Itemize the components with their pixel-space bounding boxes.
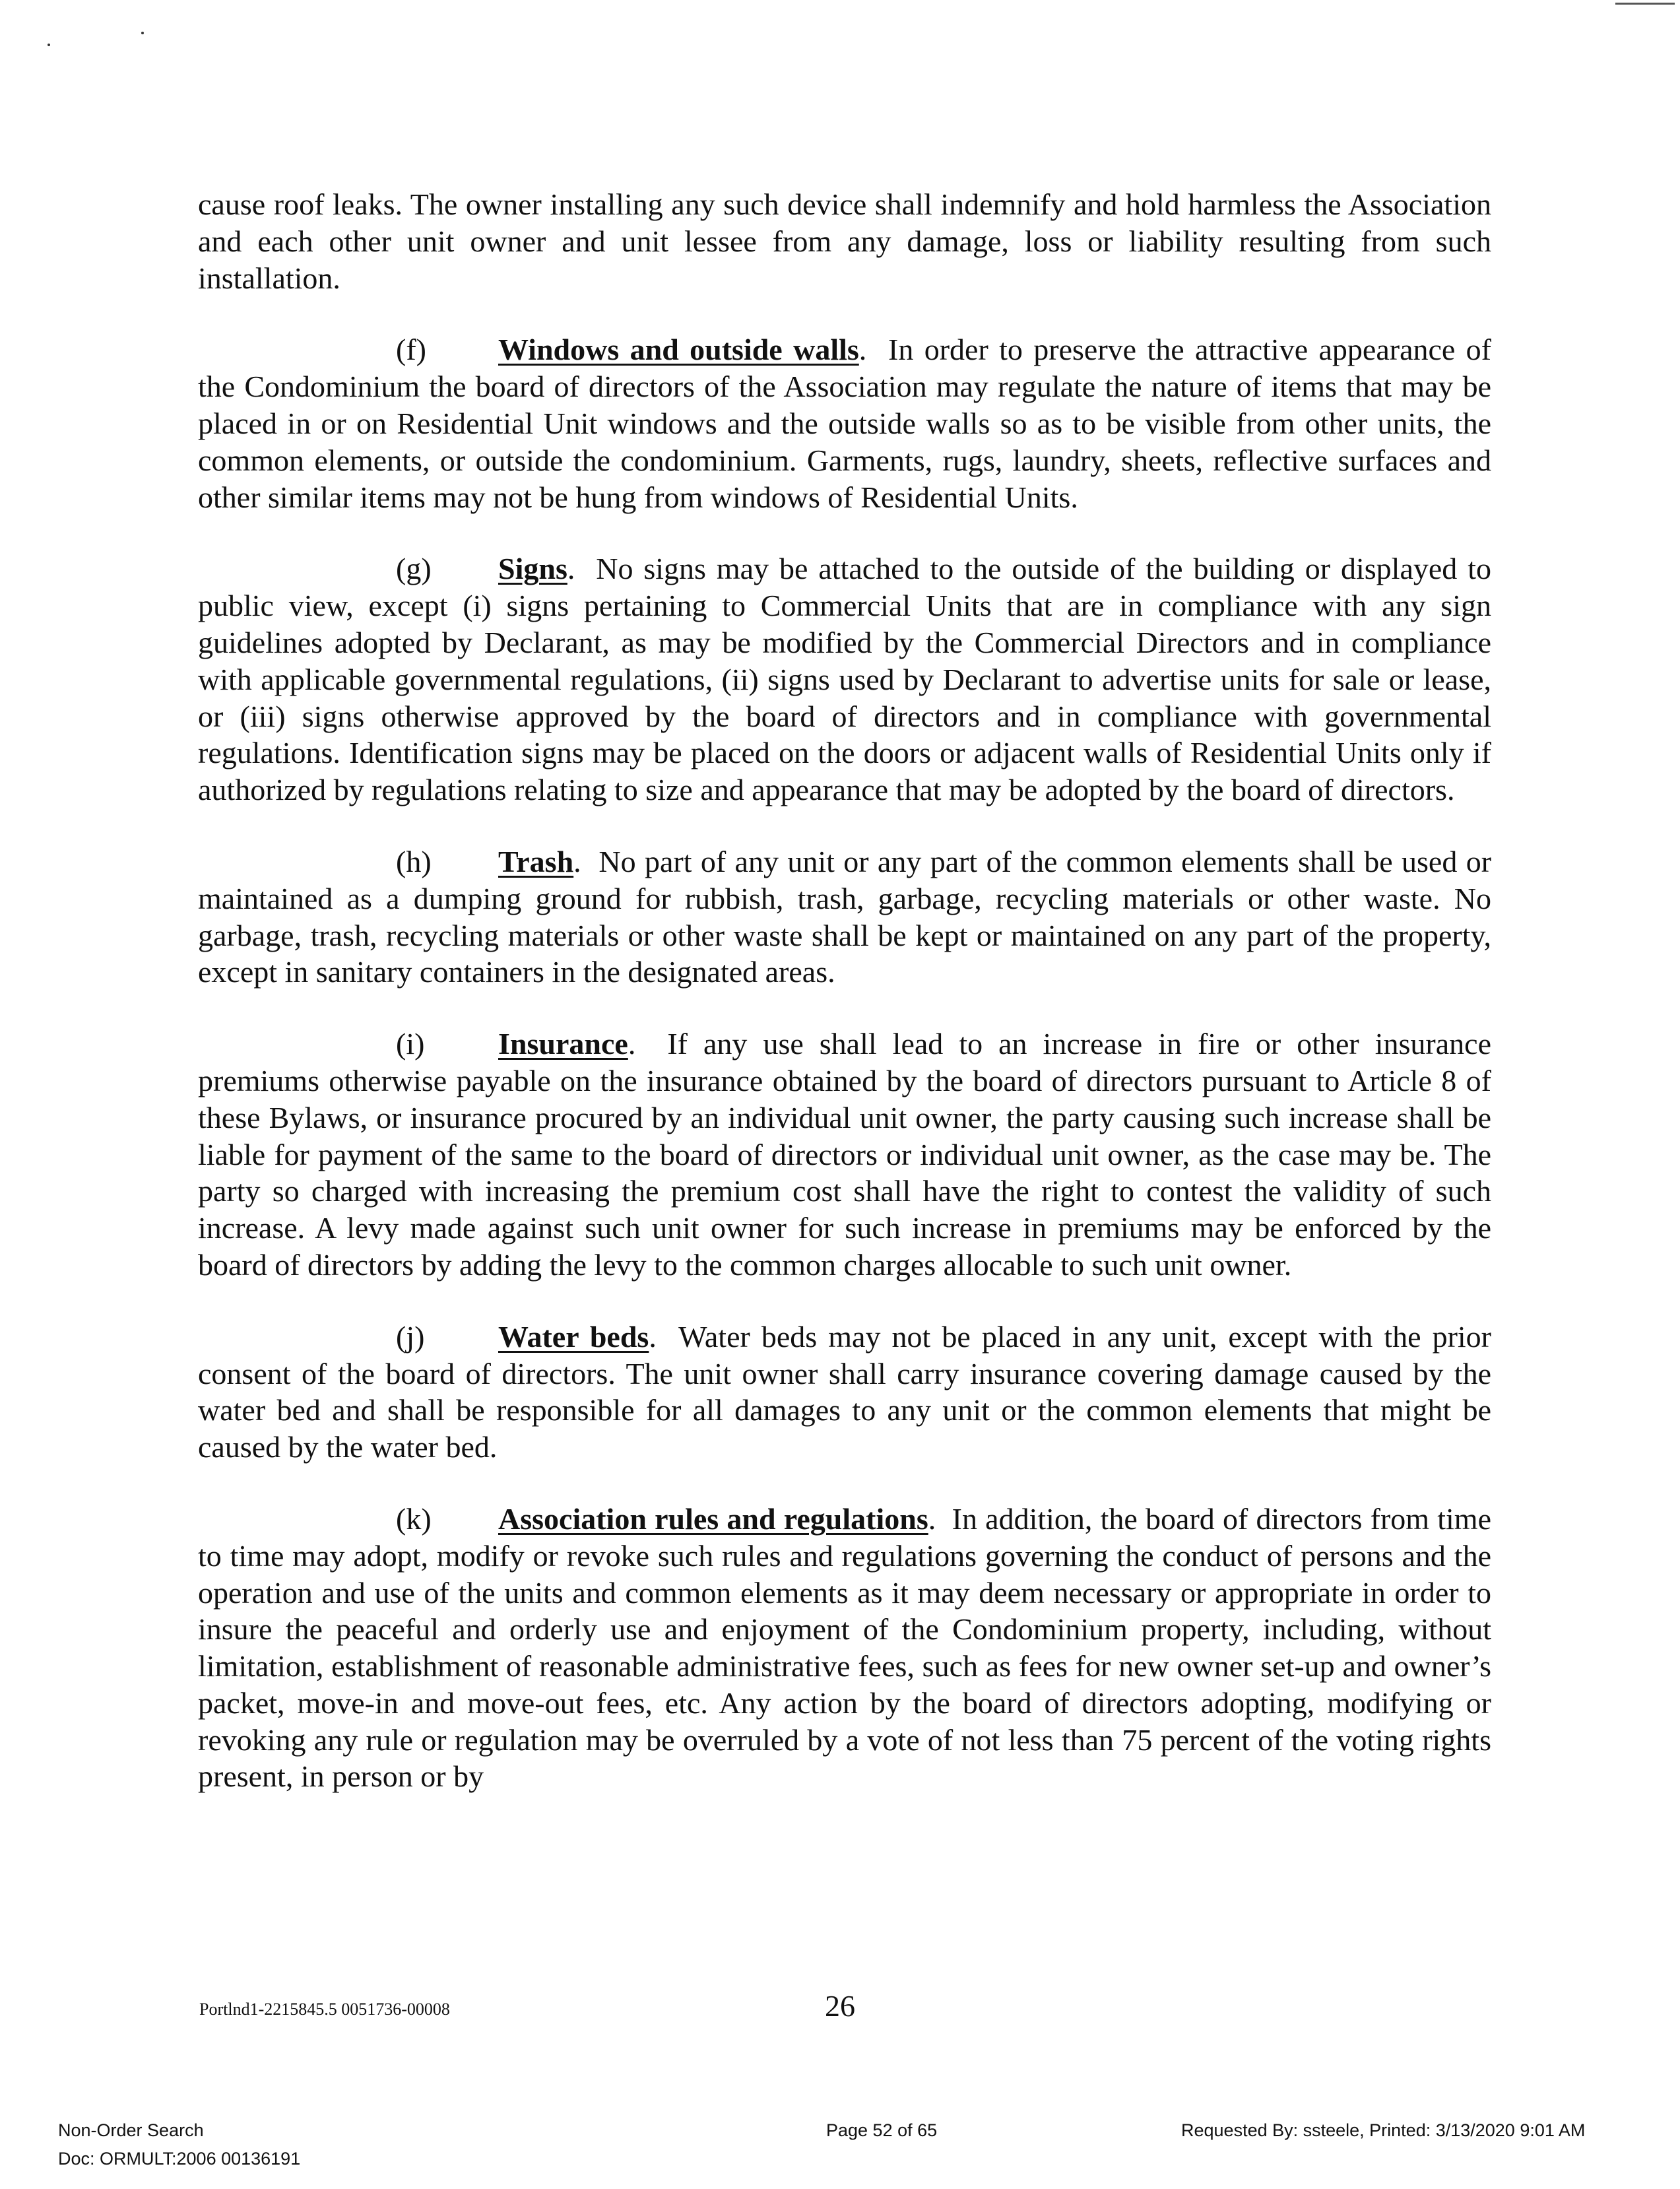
section-letter: (h) <box>396 844 432 878</box>
scan-edge-mark <box>1615 3 1675 5</box>
section-letter: (j) <box>396 1319 425 1354</box>
section-text: In order to preserve the attractive appearance of the Condominium the board of directors of the Association may regulate the nature of items that may be placed in or on Residential Unit windows and the outside walls so as to be visible from other units, the common elements, or outside the condominium. Garments, rugs, laundry, sheets, reflective surfaces and other similar items may not be hung from windows of Residential Units. <box>198 333 1492 514</box>
section-text: Water beds may not be placed in any unit, except with the prior consent of the board of directors. The unit owner shall carry insurance covering damage caused by the water bed and shall be responsible for all damages to any unit or the common elements that might be caused by the water bed. <box>198 1319 1491 1464</box>
section-f: (f) Windows and outside walls. In order to preserve the attractive appearance of the Condominium the board of directors of the Association may regulate the nature of items that may be placed in or on Residential Unit windows and the outside walls so as to be visible from other units, the common elements, or outside the condominium. Garments, rugs, laundry, sheets, reflective surfaces and other similar items may not be hung from windows of Residential Units. <box>198 333 1492 514</box>
section-text: No part of any unit or any part of the common elements shall be used or maintained as a dumping ground for rubbish, trash, garbage, recycling materials or other waste. No garbage, trash, recycling materials or other waste shall be kept or maintained on any part of the property, except in sanitary containers in the designated areas. <box>198 844 1492 989</box>
section-heading: Water beds <box>498 1319 649 1354</box>
requested-by: Requested By: ssteele, Printed: 3/13/2020 9:01 AM <box>1181 2120 1586 2140</box>
section-letter: (g) <box>396 552 432 586</box>
document-body <box>198 186 1491 1830</box>
section-letter: (f) <box>396 333 426 367</box>
section-i: (i) Insurance. If any use shall lead to an increase in fire or other insurance premiums otherwise payable on the insurance obtained by the board of directors pursuant to Article 8 of these Bylaws, or insurance procured by an individual unit owner, the party causing such increase shall be liable for payment of the same to the board of directors or individual unit owner, as the case may be. The party so charged with increasing the premium cost shall have the right to contest the validity of such increase. A levy made against such unit owner for such increase in premiums may be enforced by the board of directors by adding the levy to the common charges allocable to such unit owner. <box>198 1027 1492 1282</box>
section-text: In addition, the board of directors from time to time may adopt, modify or revoke such rules and regulations governing the conduct of persons and the operation and use of the units and common elements as it may deem necessary or appropriate in order to insure the peaceful and orderly use and enjoyment of the Condominium property, including, without limitation, establishment of reasonable administrative fees, such as fees for new owner set-up and owner’s packet, move-in and move-out fees, etc. Any action by the board of directors adopting, modifying or revoking any rule or regulation may be overruled by a vote of not less than 75 percent of the voting rights present, in person or by <box>198 1501 1491 1794</box>
page-of: Page 52 of 65 <box>826 2120 938 2140</box>
scan-speck <box>48 44 50 46</box>
section-k: (k) Association rules and regulations. In addition, the board of directors from time to time may adopt, modify or revoke such rules and regulations governing the conduct of persons and the operation and use of the units and common elements as it may deem necessary or appropriate in order to insure the peaceful and orderly use and enjoyment of the Condominium property, including, without limitation, establishment of reasonable administrative fees, such as fees for new owner set-up and owner’s packet, move-in and move-out fees, etc. Any action by the board of directors adopting, modifying or revoking any rule or regulation may be overruled by a vote of not less than 75 percent of the voting rights present, in person or by <box>198 1501 1491 1794</box>
section-h: (h) Trash. No part of any unit or any part of the common elements shall be used or maintained as a dumping ground for rubbish, trash, garbage, recycling materials or other waste. No garbage, trash, recycling materials or other waste shall be kept or maintained on any part of the property, except in sanitary containers in the designated areas. <box>198 844 1492 989</box>
section-heading: Trash <box>498 844 574 878</box>
doc-id: Doc: ORMULT:2006 00136191 <box>58 2149 301 2169</box>
page-number: 26 <box>825 1989 855 2023</box>
section-heading: Windows and outside walls <box>498 333 859 367</box>
search-type: Non-Order Search <box>58 2120 204 2140</box>
continuation-paragraph: cause roof leaks. The owner installing any such device shall indemnify and hold harmless the Association and each other unit owner and unit lessee from any damage, loss or liability resulting from such installation. <box>198 187 1491 295</box>
document-reference: Portlnd1-2215845.5 0051736-00008 <box>199 2000 450 2019</box>
section-letter: (k) <box>396 1501 432 1536</box>
section-letter: (i) <box>396 1027 425 1061</box>
scan-speck <box>141 32 144 34</box>
section-j: (j) Water beds. Water beds may not be placed in any unit, except with the prior consent of the board of directors. The unit owner shall carry insurance covering damage caused by the water bed and shall be responsible for all damages to any unit or the common elements that might be caused by the water bed. <box>198 1319 1491 1464</box>
section-text: No signs may be attached to the outside of the building or displayed to public view, except (i) signs pertaining to Commercial Units that are in compliance with any sign guidelines adopted by Declarant, as may be modified by the Commercial Directors and in compliance with applicable governmental regulations, (ii) signs used by Declarant to advertise units for sale or lease, or (iii) signs otherwise approved by the board of directors and in compliance with governmental regulations. Identification signs may be placed on the doors or adjacent walls of Residential Units only if authorized by regulations relating to size and appearance that may be adopted by the board of directors. <box>198 552 1491 807</box>
section-heading: Signs <box>498 552 567 586</box>
section-heading: Association rules and regulations <box>498 1501 928 1536</box>
section-g: (g) Signs. No signs may be attached to the outside of the building or displayed to public view, except (i) signs pertaining to Commercial Units that are in compliance with any sign guidelines adopted by Declarant, as may be modified by the Commercial Directors and in compliance with applicable governmental regulations, (ii) signs used by Declarant to advertise units for sale or lease, or (iii) signs otherwise approved by the board of directors and in compliance with governmental regulations. Identification signs may be placed on the doors or adjacent walls of Residential Units only if authorized by regulations relating to size and appearance that may be adopted by the board of directors. <box>198 552 1491 807</box>
section-heading: Insurance <box>498 1027 628 1061</box>
section-text: If any use shall lead to an increase in fire or other insurance premiums otherwise payable on the insurance obtained by the board of directors pursuant to Article 8 of these Bylaws, or insurance procured by an individual unit owner, the party causing such increase shall be liable for payment of the same to the board of directors or individual unit owner, as the case may be. The party so charged with increasing the premium cost shall have the right to contest the validity of such increase. A levy made against such unit owner for such increase in premiums may be enforced by the board of directors by adding the levy to the common charges allocable to such unit owner. <box>198 1027 1492 1282</box>
